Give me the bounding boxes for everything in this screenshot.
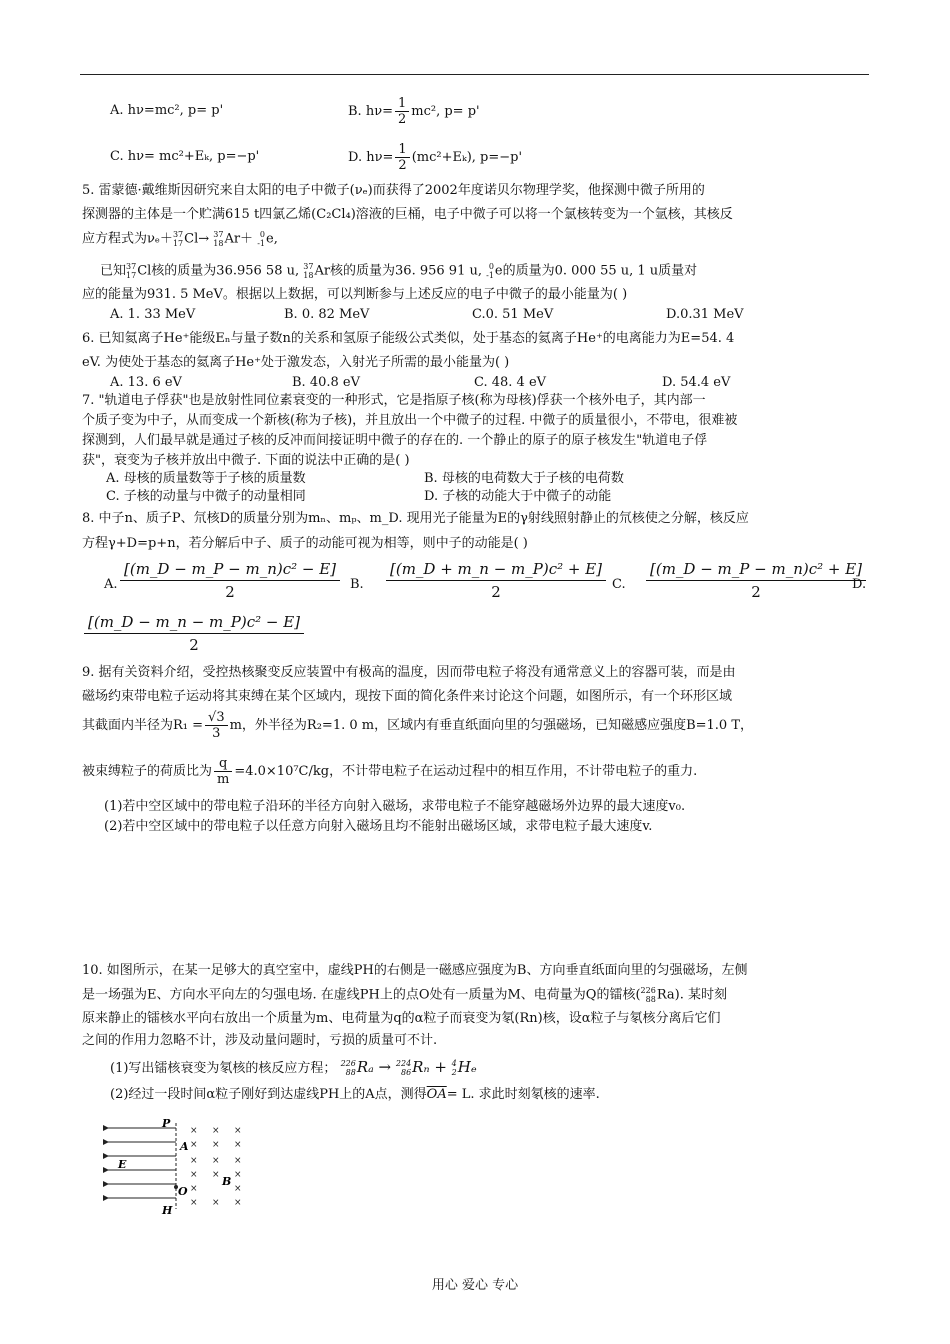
label-o: O — [178, 1185, 188, 1198]
q10-sub1: (1)写出镭核衰变为氡核的核反应方程； 226 88 Rₐ → 224 86 Rₙ + 4 2 Hₑ — [110, 1058, 477, 1077]
q5-equation: 应方程式为νₑ＋ 37 17 Cl→ 37 18 Ar＋ 0 -1 e, — [82, 230, 278, 248]
q6-option-b: B. 40.8 eV — [292, 375, 360, 390]
q10-line3: 原来静止的镭核水平向右放出一个质量为m、电荷量为q的α粒子而衰变为氡(Rn)核，设α粒子与氡核分离后它们 — [82, 1011, 721, 1026]
q8-option-b-formula: $\frac{\text{[(m\_D + m\_n − m\_P)c² + E]}}{2}$ — [386, 560, 606, 601]
q9-line2: 磁场约束带电粒子运动将其束缚在某个区域内，现按下面的简化条件来讨论这个问题，如图所示，有一个环形区域 — [82, 689, 733, 704]
svg-text:×: × — [234, 1156, 242, 1166]
svg-text:×: × — [190, 1184, 198, 1194]
svg-text:×: × — [190, 1126, 198, 1136]
q10-sub2: (2)经过一段时间α粒子刚好到达虚线PH上的A点，测得$\overline{OA}= L$. 求此时刻氡核的速率. — [110, 1087, 600, 1102]
point-o — [174, 1185, 178, 1189]
page-footer: 用心 爱心 专心 — [431, 1278, 519, 1293]
svg-text:×: × — [212, 1170, 220, 1180]
q5-option-c: C.0. 51 MeV — [472, 307, 554, 322]
q6-option-c: C. 48. 4 eV — [474, 375, 547, 390]
field-diagram — [100, 1117, 260, 1215]
q5-option-a: A. 1. 33 MeV — [110, 307, 196, 322]
q7-option-b: B. 母核的电荷数大于子核的电荷数 — [424, 471, 624, 486]
svg-text:×: × — [212, 1140, 220, 1150]
q8-line2: 方程γ+D=p+n，若分解后中子、质子的动能可视为相等，则中子的动能是( ) — [82, 536, 528, 551]
q7-line3: 探测到，人们最早就是通过子核的反冲而间接证明中微子的存在的. 一个静止的原子的原子核发生"轨道电子俘 — [82, 433, 708, 448]
svg-text:×: × — [212, 1198, 220, 1208]
q8-option-d-formula: $\frac{\text{[(m\_D − m\_n − m\_P)c² − E]}}{2}$ — [84, 613, 304, 654]
svg-text:×: × — [234, 1198, 242, 1208]
q6-line1: 6. 已知氦离子He⁺能级Eₙ与量子数n的关系和氢原子能级公式类似，处于基态的氦离子He⁺的电离能力为E=54. 4 — [82, 331, 735, 346]
q8-option-d-label: D. — [852, 577, 867, 592]
q5-line2: 探测器的主体是一个贮满615 t四氯乙烯(C₂Cl₄)溶液的巨桶，电子中微子可以将一个氯核转变为一个氩核，其核反 — [82, 207, 733, 222]
q5-option-d: D.0.31 MeV — [666, 307, 744, 322]
q9-sub1: (1)若中空区域中的带电粒子沿环的半径方向射入磁场，求带电粒子不能穿越磁场外边界的最大速度v₀. — [104, 799, 686, 814]
q8-option-c-label: C. — [612, 577, 626, 592]
header-rule — [80, 74, 869, 75]
q4-option-c: C. hν= mc²+Eₖ, p=−p' — [110, 149, 260, 164]
q10-line1: 10. 如图所示，在某一足够大的真空室中，虚线PH的右侧是一磁感应强度为B、方向垂直纸面向里的匀强磁场，左侧 — [82, 963, 748, 978]
q6-line2: eV. 为使处于基态的氦离子He⁺处于激发态，入射光子所需的最小能量为( ) — [82, 355, 510, 370]
q10-line4: 之间的作用力忽略不计，涉及动量问题时，亏损的质量可不计. — [82, 1033, 438, 1048]
q5-line5: 应的能量为931. 5 MeV。根据以上数据，可以判断参与上述反应的电子中微子的最小能量为( ) — [82, 287, 628, 302]
q10-line2: 是一场强为E、方向水平向左的匀强电场. 在虚线PH上的点O处有一质量为M、电荷量为Q的镭核( 226 88 Ra). 某时刻 — [82, 986, 728, 1004]
q4-option-a: A. hν=mc², p= p' — [110, 103, 224, 118]
q6-option-a: A. 13. 6 eV — [110, 375, 182, 390]
q7-line1: 7. "轨道电子俘获"也是放射性同位素衰变的一种形式，它是指原子核(称为母核)俘获一个核外电子，其内部一 — [82, 393, 706, 408]
q7-option-a: A. 母核的质量数等于子核的质量数 — [106, 471, 306, 486]
svg-text:×: × — [190, 1170, 198, 1180]
svg-text:×: × — [234, 1126, 242, 1136]
q7-option-c: C. 子核的动量与中微子的动量相同 — [106, 489, 306, 504]
label-p: P — [162, 1117, 171, 1130]
q6-option-d: D. 54.4 eV — [662, 375, 731, 390]
q8-line1: 8. 中子n、质子P、氘核D的质量分别为mₙ、mₚ、m_D. 现用光子能量为E的γ射线照射静止的氘核使之分解，核反应 — [82, 511, 749, 526]
q8-option-b-label: B. — [350, 577, 364, 592]
svg-text:×: × — [234, 1140, 242, 1150]
svg-text:×: × — [234, 1170, 242, 1180]
label-b: B — [222, 1175, 232, 1188]
q7-line2: 个质子变为中子，从而变成一个新核(称为子核)，并且放出一个中微子的过程. 中微子的质量很小，不带电，很难被 — [82, 413, 738, 428]
q9-sub2: (2)若中空区域中的带电粒子以任意方向射入磁场且均不能射出磁场区域，求带电粒子最大速度v. — [104, 819, 653, 834]
q9-line1: 9. 据有关资料介绍，受控热核聚变反应装置中有极高的温度，因而带电粒子将没有通常意义上的容器可装，而是由 — [82, 665, 736, 680]
q4-option-d: D. hν= $\frac{1}{2}$ (mc²+Eₖ), p=−p' — [348, 142, 523, 173]
q5-line1: 5. 雷蒙德·戴维斯因研究来自太阳的电子中微子(νₑ)而获得了2002年度诺贝尔物理学奖，他探测中微子所用的 — [82, 183, 705, 198]
svg-text:×: × — [190, 1198, 198, 1208]
q9-line3: 其截面内半径为R₁ = $\frac{√3}{3}$ m，外半径为R₂=1. 0 m，区域内有垂直纸面向里的匀强磁场，已知磁感应强度B=1.0 T， — [82, 710, 754, 741]
q5-given: 已知 37 17 Cl核的质量为36.956 58 u, 37 18 Ar核的质量为36. 956 91 u, 0 -1 e的质量为0. 000 55 u, 1 u质量对 — [100, 262, 698, 280]
q9-line4: 被束缚粒子的荷质比为 $\frac{q}{m}$ =4.0×10⁷C/kg，不计带电粒子在运动过程中的相互作用，不计带电粒子的重力. — [82, 756, 698, 787]
q7-option-d: D. 子核的动能大于中微子的动能 — [424, 489, 612, 504]
svg-text:×: × — [190, 1140, 198, 1150]
label-a: A — [180, 1140, 189, 1153]
magnetic-field-crosses — [190, 1126, 242, 1208]
svg-text:×: × — [190, 1156, 198, 1166]
q4-option-b: B. hν= $\frac{1}{2}$ mc², p= p' — [348, 96, 480, 127]
svg-text:×: × — [212, 1126, 220, 1136]
q7-line4: 获"，衰变为子核并放出中微子. 下面的说法中正确的是( ) — [82, 453, 410, 468]
q5-option-b: B. 0. 82 MeV — [284, 307, 370, 322]
label-h: H — [162, 1204, 173, 1215]
label-e: E — [118, 1158, 127, 1171]
svg-text:×: × — [234, 1184, 242, 1194]
q8-option-a-formula: $\frac{\text{[(m\_D − m\_P − m\_n)c² − E]}}{2}$ — [120, 560, 340, 601]
svg-text:×: × — [212, 1156, 220, 1166]
q8-option-c-formula: $\frac{\text{[(m\_D − m\_P − m\_n)c² + E]}}{2}$ — [646, 560, 866, 601]
q8-option-a-label: A. — [104, 577, 118, 592]
